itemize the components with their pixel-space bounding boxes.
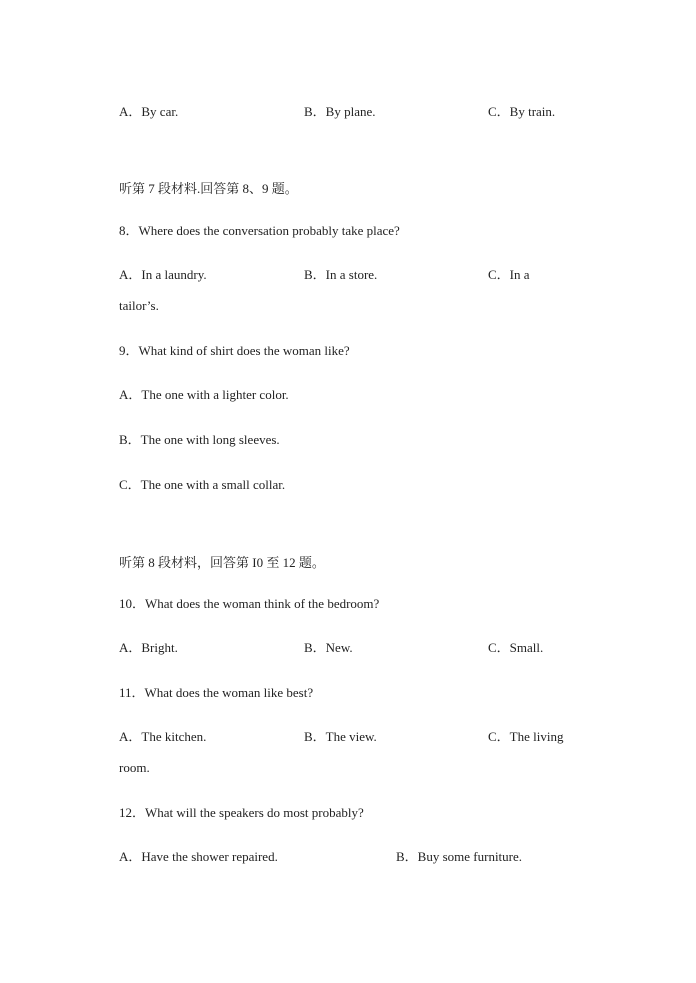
q10-option-a: A．Bright. [119,640,178,655]
q7-option-c: C．By train. [488,104,556,119]
q11-question: 11．What does the woman like best? [119,685,314,700]
q8-option-c: C．In a [488,267,530,282]
q8-option-a: A．In a laundry. [119,267,207,282]
q12-option-a: A．Have the shower repaired. [119,849,278,864]
q10-option-b: B．New. [304,640,353,655]
q10-question: 10．What does the woman think of the bedroom? [119,596,380,611]
q12-option-b: B．Buy some furniture. [396,849,523,864]
section-8-heading: 听第 8 段材料，回答第 I0 至 12 题。 [119,555,325,570]
q8-option-b: B．In a store. [304,267,378,282]
q9-option-c: C．The one with a small collar. [119,477,286,492]
q11-option-c: C．The living [488,729,564,744]
q11-option-a: A．The kitchen. [119,729,207,744]
q7-option-a: A．By car. [119,104,179,119]
q9-question: 9．What kind of shirt does the woman like? [119,343,350,358]
q7-option-b: B．By plane. [304,104,376,119]
q10-option-c: C．Small. [488,640,544,655]
q8-option-c-continued: tailor’s. [119,298,159,313]
q8-question: 8．Where does the conversation probably take place? [119,223,400,238]
q11-option-b: B．The view. [304,729,377,744]
q11-option-c-continued: room. [119,760,150,775]
q12-question: 12．What will the speakers do most probably? [119,805,364,820]
q9-option-b: B．The one with long sleeves. [119,432,280,447]
q9-option-a: A．The one with a lighter color. [119,387,289,402]
section-7-heading: 听第 7 段材料.回答第 8、9 题。 [119,181,298,196]
